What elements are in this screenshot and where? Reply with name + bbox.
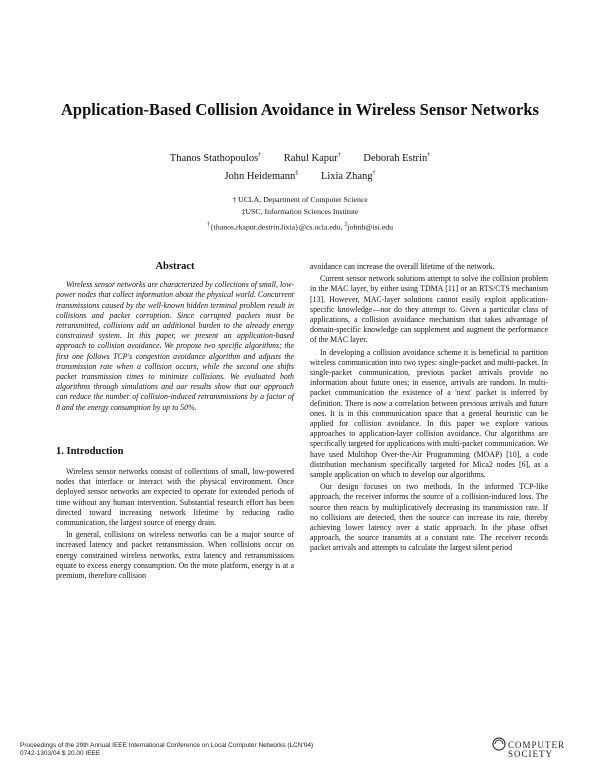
computer-society-logo	[492, 731, 582, 763]
footer-proceedings: Proceedings of the 29th Annual IEEE International Conference on Local Computer Networks (LCN'04)	[20, 742, 314, 749]
author-1: Thanos Stathopoulos†	[169, 152, 262, 164]
author-4: John Heidemann‡	[224, 170, 299, 182]
left-column	[56, 262, 294, 581]
footer-issn: 0742-1303/04 $ 20.00 IEEE	[20, 750, 101, 757]
author-5: Lixia Zhang†	[320, 170, 376, 182]
section-1-heading: 1. Introduction	[56, 445, 124, 457]
affiliation-usc: ‡USC, Information Sciences Institute	[241, 207, 359, 216]
right-paragraph-1: avoidance can increase the overall lifetime of the network.	[310, 262, 495, 271]
computer-society-icon	[492, 737, 506, 751]
authors-row-1	[0, 152, 600, 164]
footer	[20, 742, 313, 758]
authors-row-2	[0, 170, 600, 182]
abstract-heading: Abstract	[155, 261, 195, 272]
author-2: Rahul Kapur†	[283, 152, 341, 164]
abstract-text: Wireless sensor networks are characterized by collections of small, low-power nodes that collect information about the physical world. Concurrent transmissions caused by the well-known hidden terminal problem result in collisions and packet corruption. Since corrupted packets must be retransmitted, collisions add an additional burden to the already energy constrained system. In this paper, we present an application-based approach to collision avoidance. We propose two specific algorithms; the first one follows TCP's congestion avoidance algorithm and adjusts the transmission rate when a collision occurs, while the second one shifts packet transmission times to minimize collisions. We evaluated both algorithms through simulations and our results show that our approach can reduce the number of collision-induced retransmissions by a factor of 8 and the energy consumption by up to 50%.	[56, 280, 294, 412]
right-column	[310, 262, 548, 554]
logo-text: COMPUTER SOCIETY	[508, 740, 566, 759]
paper-title: Application-Based Collision Avoidance in Wireless Sensor Networks	[61, 100, 539, 119]
emails: †{thanos,rkapur,destrin,lixia}@cs.ucla.edu, ‡johnh@isi.edu	[206, 222, 394, 232]
intro-paragraph-1: Wireless sensor networks consist of collections of small, low-powered nodes that interface or interact with the physical environment. Once deployed sensor networks are expected to operate for extended periods of time without any human intervention. Substantial research effort has been directed toward increasing network lifetime by reducing radio communication, the largest source of energy drain.	[56, 467, 294, 528]
right-paragraph-2: Current sensor network solutions attempt to solve the collision problem in the MAC layer, by either using TDMA [11] or an RTS/CTS mechanism [13]. However, MAC-layer solutions cannot easily exploit application-specific knowledge—nor do they attempt to. Given a particular class of applications, a collision avoidance mechanism that takes advantage of domain-specific knowledge can supplement and augment the performance of the MAC layer.	[310, 274, 548, 345]
author-3: Deborah Estrin†	[363, 152, 431, 164]
affiliation-ucla: † UCLA, Department of Computer Science	[232, 195, 368, 204]
right-paragraph-4: Our design focuses on two methods. In the informed TCP-like approach, the receiver informs the source of a collision-induced loss. The source then reacts by multiplicatively decreasing its transmission rate. If no collisions are detected, then the source can increase its rate, thereby achieving lower latency over a static approach. In the phase offset approach, the source transmits at a constant rate. The receiver records packet arrivals and attempts to calculate the largest silent period	[310, 482, 548, 553]
right-paragraph-3: In developing a collision avoidance scheme it is beneficial to partition wireless communication into two types: single-packet and multi-packet. In single-packet communication, previous packet arrivals provide no information about future ones; in essence, arrivals are random. In multi-packet communication the existence of a 'next' packet is inferred by definition. There is now a correlation between previous arrivals and future ones. It is in this communication space that a general heuristic can be applied for collision avoidance. In this paper we explore various approaches to application-layer collision avoidance. Our algorithms are specifically targeted for applications with multi-packet communication. We have used Multihop Over-the-Air Programming (MOAP) [10], a code distribution mechanism specifically targeted for Mica2 nodes [6], as a sample application on which to develop our algorithms.	[310, 347, 548, 480]
intro-paragraph-2: In general, collisions on wireless networks can be a major source of increased latency and packet retransmission. When collisions occur on energy constrained wireless networks, extra latency and retransmissions equate to excess energy consumption. On the mote platform, energy is at a premium, therefore collision	[56, 530, 294, 581]
